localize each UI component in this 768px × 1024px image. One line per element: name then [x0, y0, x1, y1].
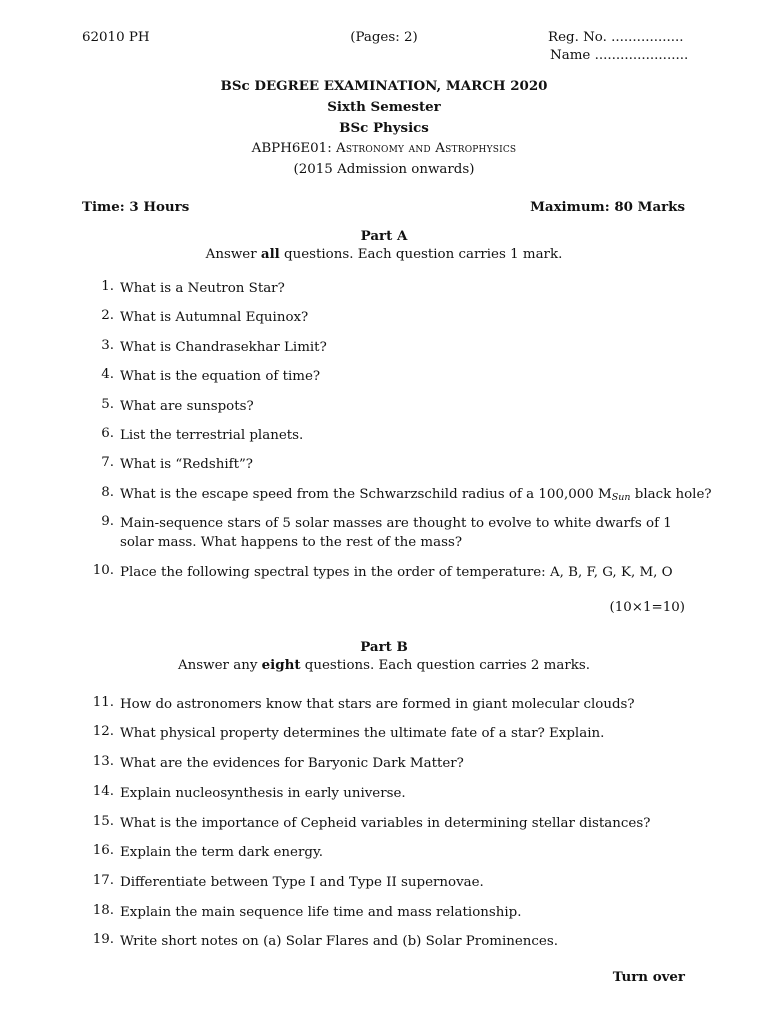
question-text: What is the importance of Cepheid variables in determining stellar distances? — [120, 816, 651, 831]
programme: BSc Physics — [339, 120, 429, 136]
question-text: What is Chandrasekhar Limit? — [120, 340, 327, 355]
question-number: 4. — [101, 367, 114, 382]
question-number: 9. — [101, 514, 114, 529]
question-number: 6. — [101, 426, 114, 441]
admission-note: (2015 Admission onwards) — [293, 162, 475, 177]
reg-no-field: Reg. No. ................. — [548, 30, 684, 45]
question-text-main: What is the escape speed from the Schwarzschild radius of a 100,000 M — [120, 487, 612, 502]
paper-code: 62010 PH — [82, 30, 150, 45]
question-number: 12. — [92, 724, 114, 739]
subscript: Sun — [611, 492, 631, 503]
page-count: (Pages: 2) — [350, 30, 418, 45]
question-number: 17. — [92, 873, 114, 888]
question-text-end: black hole? — [630, 487, 712, 502]
question-text: What are the evidences for Baryonic Dark Matter? — [120, 756, 464, 771]
question-number: 8. — [101, 485, 114, 500]
question-text: Main-sequence stars of 5 solar masses are thought to evolve to white dwarfs of 1 solar mass. What happens to the rest of the mass? — [120, 516, 672, 550]
question-text: What is Autumnal Equinox? — [120, 310, 309, 325]
course-title — [0, 141, 768, 156]
instr-text: questions. Each question carries 2 marks. — [300, 658, 590, 673]
question-number: 14. — [92, 784, 114, 799]
question-number: 13. — [92, 754, 114, 769]
instr-text: questions. Each question carries 1 mark. — [279, 247, 563, 262]
question-text — [120, 485, 712, 507]
time-allowed: Time: 3 Hours — [82, 199, 190, 215]
question-text: What physical property determines the ultimate fate of a star? Explain. — [120, 726, 605, 741]
question-number: 2. — [101, 308, 114, 323]
instr-text: Answer any — [178, 658, 262, 673]
part-a-instructions — [0, 246, 768, 262]
question-text: What is a Neutron Star? — [120, 281, 285, 296]
exam-title: BSc DEGREE EXAMINATION, MARCH 2020 — [220, 78, 548, 94]
part-a-marks: (10×1=10) — [609, 600, 685, 615]
question-text: Explain the main sequence life time and mass relationship. — [120, 905, 522, 920]
question-number: 15. — [92, 814, 114, 829]
question-number: 10. — [92, 563, 114, 578]
semester: Sixth Semester — [327, 99, 441, 115]
question-text: What is “Redshift”? — [120, 457, 253, 472]
part-a-heading: Part A — [360, 228, 408, 244]
question-number: 11. — [92, 695, 114, 710]
maximum-marks: Maximum: 80 Marks — [530, 199, 685, 215]
question-text: List the terrestrial planets. — [120, 428, 304, 443]
question-number: 18. — [92, 903, 114, 918]
question-number: 7. — [101, 455, 114, 470]
question-text: What is the equation of time? — [120, 369, 321, 384]
question-number: 19. — [92, 932, 114, 947]
question-text: Explain the term dark energy. — [120, 845, 323, 860]
course-code: ABPH6E01: — [251, 141, 336, 156]
instr-emphasis: eight — [261, 657, 301, 673]
question-text: What are sunspots? — [120, 399, 254, 414]
question-number: 5. — [101, 397, 114, 412]
question-text: Place the following spectral types in the order of temperature: A, B, F, G, K, M, O — [120, 565, 673, 580]
instr-text: Answer — [205, 247, 261, 262]
question-text: How do astronomers know that stars are formed in giant molecular clouds? — [120, 697, 635, 712]
course-name: Astronomy and Astrophysics — [335, 141, 517, 156]
question-text: Explain nucleosynthesis in early universe. — [120, 786, 406, 801]
instr-emphasis: all — [260, 246, 280, 262]
name-field: Name ...................... — [550, 48, 689, 63]
part-b-instructions — [0, 657, 768, 673]
turn-over-note: Turn over — [612, 969, 685, 985]
question-text: Differentiate between Type I and Type II supernovae. — [120, 875, 484, 890]
question-number: 3. — [101, 338, 114, 353]
question-text: Write short notes on (a) Solar Flares and (b) Solar Prominences. — [120, 934, 558, 949]
question-number: 1. — [101, 279, 114, 294]
part-b-heading: Part B — [360, 639, 408, 655]
question-number: 16. — [92, 843, 114, 858]
